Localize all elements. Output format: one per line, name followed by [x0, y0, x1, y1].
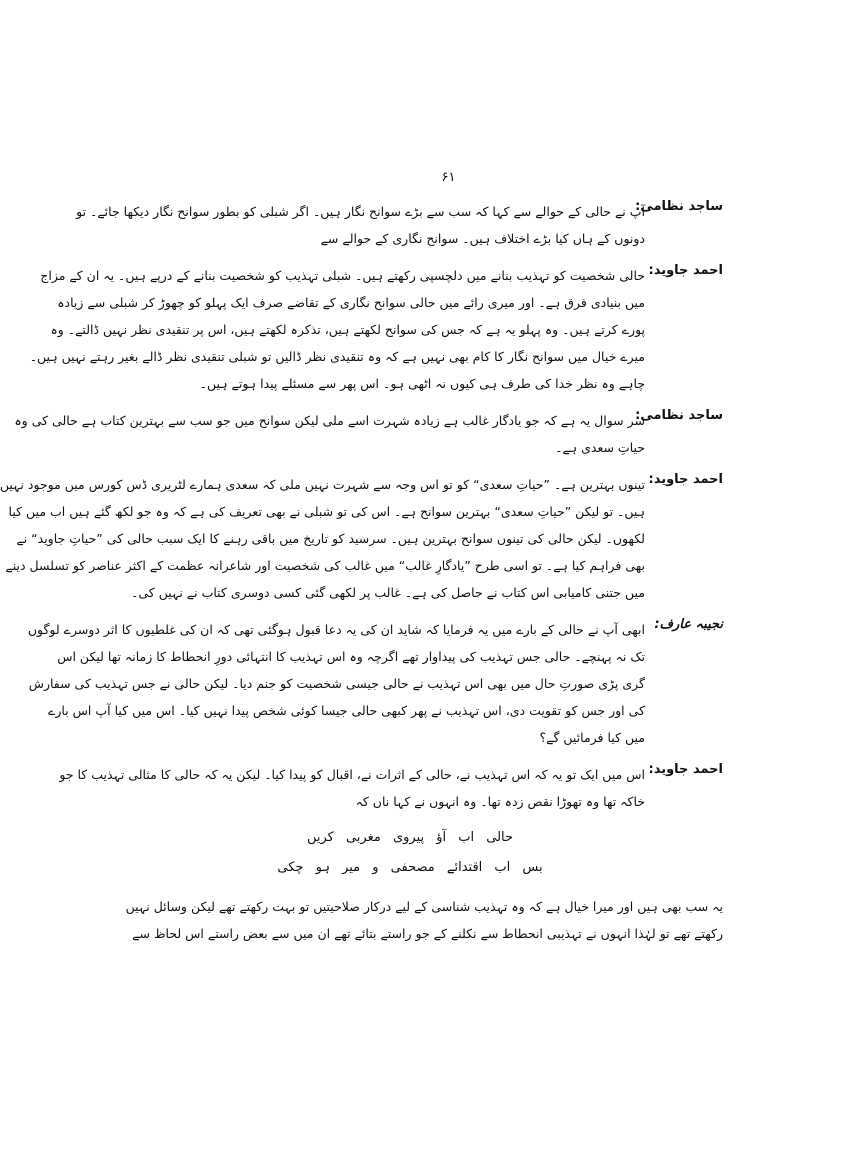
- text-line: تینوں بہترین ہے۔ ”حیاتِ سعدی“ کو تو اس وجہ سے شہرت نہیں ملی کہ سعدی ہمارے لٹریری ڈس کورس میں موجود نہیں: [0, 477, 645, 492]
- poetry-verse: [175, 823, 645, 883]
- dialogue-text: [59, 761, 645, 883]
- page-number: ۶۱: [441, 170, 456, 185]
- speaker-name: احمد جاوید:: [648, 762, 723, 777]
- text-line: رکھتے تھے تو لہٰذا انہوں نے تہذیبی انحطاط سے نکلنے کے جو راستے بتائے تھے ان میں سے بعض راستے اس لحاظ سے: [132, 926, 723, 941]
- text-line: یہ سب بھی ہیں اور میرا خیال ہے کہ وہ تہذیب شناسی کے لیے درکار صلاحیتیں تو بہت رکھتے تھے لیکن وسائل نہیں: [125, 899, 723, 914]
- text-line: میں جتنی کامیابی اس کتاب نے حاصل کی ہے۔ غالب پر لکھی گئی کسی دوسری کتاب نے نہیں کی۔: [131, 585, 645, 600]
- dialogue-entry: [27, 616, 723, 751]
- dialogue-entry: [14, 407, 723, 461]
- continuation-text: [125, 893, 723, 947]
- dialogue-entry: [76, 198, 723, 252]
- text-line: سر سوال یہ ہے کہ جو یادگار غالب ہے زیادہ شہرت اسے ملی لیکن سوانح میں جو سب سے بہترین کتاب ہے حالی کی وہ: [14, 413, 645, 428]
- dialogue-entry: [0, 471, 723, 606]
- text-line: اس میں ایک تو یہ کہ اس تہذیب نے، حالی کے اثرات نے، اقبال کو پیدا کیا۔ لیکن یہ کہ حالی کا مثالی تہذیب کا جو: [59, 767, 645, 782]
- dialogue-text: [0, 471, 645, 606]
- dialogue-text: [76, 198, 645, 252]
- speaker-name: احمد جاوید:: [648, 472, 723, 487]
- text-line: میں کیا فرمائیں گے؟: [539, 730, 645, 745]
- text-line: آپ نے حالی کے حوالے سے کہا کہ سب سے بڑے سوانح نگار ہیں۔ اگر شبلی کو بطور سوانح نگار دیکھا جائے۔ تو: [76, 204, 645, 219]
- speaker-name: نجیبہ عارف:: [654, 617, 723, 632]
- speaker-name: ساجد نظامی:: [635, 408, 723, 423]
- text-line: گری پڑی صورتِ حال میں بھی اس تہذیب نے حالی جیسی شخصیت کو جنم دیا۔ لیکن حالی نے جس تہذیب کی سفارش: [28, 676, 645, 691]
- text-line: حالی شخصیت کو تہذیب بنانے میں دلچسپی رکھتے ہیں۔ شبلی تہذیب کو شخصیت بنانے کے درپے ہیں۔ یہ ان کے مزاج: [40, 268, 645, 283]
- speaker-name: احمد جاوید:: [648, 263, 723, 278]
- text-line: ہیں۔ تو لیکن ”حیاتِ سعدی“ بہترین سوانح ہے۔ اس کی تو شبلی نے بھی تعریف کی ہے کہ وہ جو لکھ گئے ہیں اب میں کیا: [8, 504, 645, 519]
- text-line: کی اور جس کو تقویت دی، اس تہذیب نے پھر کبھی حالی جیسا کوئی شخص پیدا نہیں کیا۔ اس میں کیا آپ اس بارے: [48, 703, 645, 718]
- text-line: میں بنیادی فرق ہے۔ اور میری رائے میں حالی سوانح نگاری کے تقاضے صرف ایک پہلو کو چھوڑ کر شبلی سے زیادہ: [57, 295, 645, 310]
- text-line: چاہے وہ نظر خدا کی طرف ہی کیوں نہ اٹھی ہو۔ اس پھر سے مسئلے پیدا ہوتے ہیں۔: [199, 376, 645, 391]
- text-line: خاکہ تھا وہ تھوڑا نقص زدہ تھا۔ وہ انہوں نے کہا ناں کہ: [355, 794, 645, 809]
- dialogue-text: [29, 262, 645, 397]
- speaker-name: ساجد نظامی:: [635, 199, 723, 214]
- dialogue-text: [27, 616, 645, 751]
- text-line: دونوں کے ہاں کیا بڑے اختلاف ہیں۔ سوانح نگاری کے حوالے سے: [320, 231, 645, 246]
- text-line: پورے کرتے ہیں۔ وہ پہلو یہ ہے کہ جس کی سوانح لکھتے ہیں، تذکرہ لکھتے ہیں، اس پر تنقیدی نظر نہیں ڈالتے۔ وہ: [50, 322, 645, 337]
- dialogue-entry: [59, 761, 723, 883]
- text-line: تک نہ پہنچے۔ حالی جس تہذیب کی پیداوار تھے اگرچہ وہ اس تہذیب کا انتہائی دورِ انحطاط کا زمانہ تھا لیکن اس: [57, 649, 645, 664]
- dialogue-text: [14, 407, 645, 461]
- interview-transcript: [0, 198, 723, 947]
- text-line: لکھوں۔ لیکن حالی کی تینوں سوانح بہترین ہیں۔ سرسید کو تاریخ میں باقی رہنے کا ایک سبب حالی کی ”حیاتِ جاوید“ نے: [16, 531, 645, 546]
- text-line: بھی فراہم کیا ہے۔ تو اسی طرح ”یادگارِ غالب“ میں غالب کی شخصیت اور شاعرانہ عظمت کے اکثر عناصر کو تسلسل دینے: [5, 558, 645, 573]
- verse-line: حالی اب آؤ پیروی مغربی کریں: [306, 830, 514, 845]
- verse-line: بس اب اقتدائے مصحفی و میر ہو چکی: [277, 860, 543, 875]
- text-line: ابھی آپ نے حالی کے بارے میں یہ فرمایا کہ شاید ان کی یہ دعا قبول ہوگئی تھی کہ ان کی غلطیوں کا اثر دوسرے لوگوں: [27, 622, 645, 637]
- dialogue-entry: [29, 262, 723, 397]
- text-line: حیاتِ سعدی ہے۔: [555, 440, 645, 455]
- text-line: میرے خیال میں سوانح نگار کا کام بھی نہیں ہے کہ وہ تنقیدی نظر ڈالیں تو شبلی تنقیدی نظر ڈالے بغیر رہتے نہیں ہیں۔: [29, 349, 645, 364]
